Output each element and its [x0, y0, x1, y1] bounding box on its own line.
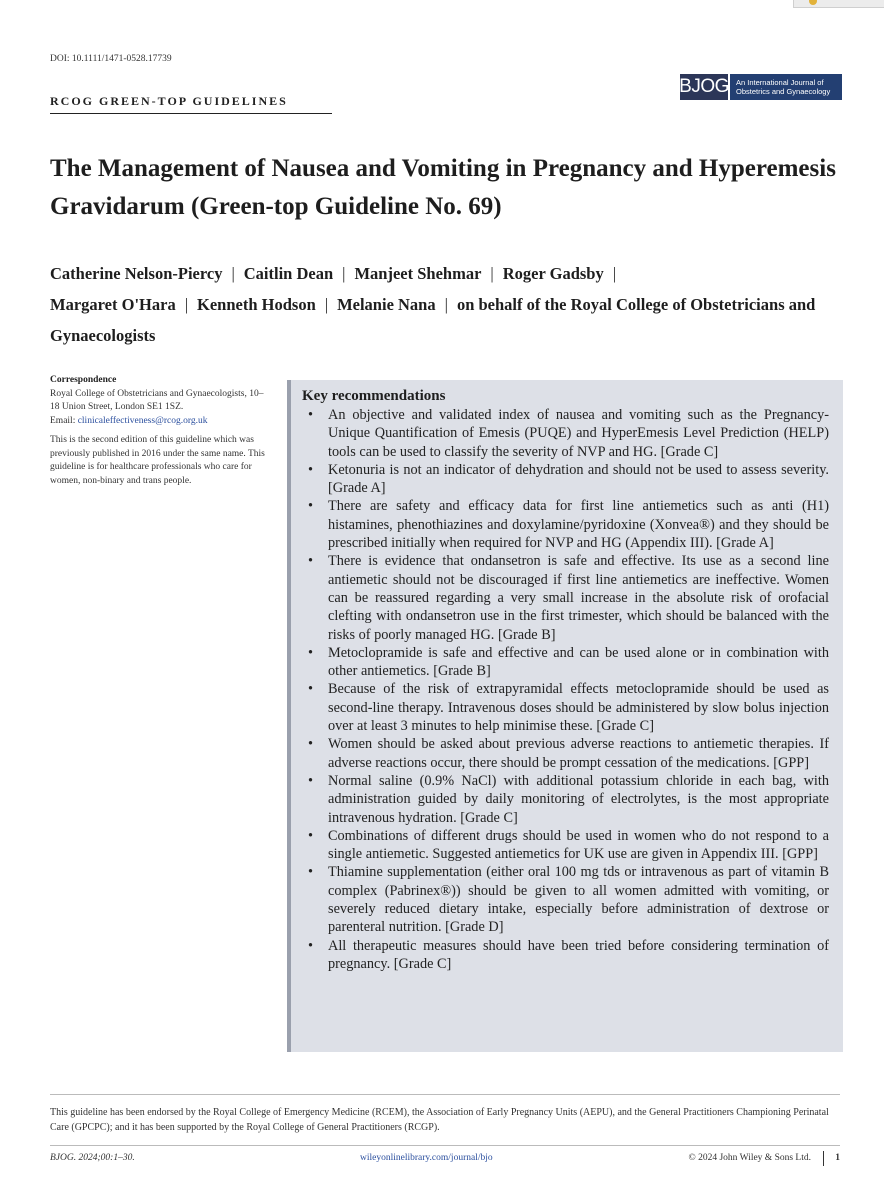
page-footer	[50, 1153, 840, 1169]
footnote-divider	[50, 1094, 840, 1095]
author-name[interactable]: Caitlin Dean	[243, 264, 334, 283]
recommendation-item	[302, 552, 829, 643]
author-name[interactable]: Roger Gadsby	[502, 264, 604, 283]
footer-journal-link[interactable]: wileyonlinelibrary.com/journal/bjo	[360, 1153, 493, 1163]
recommendation-item	[302, 863, 829, 936]
correspondence-address: Royal College of Obstetricians and Gynaecologists, 10–18 Union Street, London SE1 1SZ.	[50, 388, 264, 412]
recommendation-text: Ketonuria is not an indicator of dehydration and should not be used to assess severity. [Grade A]	[328, 461, 829, 497]
recommendation-text: Normal saline (0.9% NaCl) with additional potassium chloride in each bag, with administration guided by daily monitoring of electrolytes, is the most appropriate intravenous hydration. [Grade C]	[328, 772, 829, 826]
author-separator: |	[231, 264, 235, 283]
recommendation-text: There is evidence that ondansetron is safe and effective. Its use as a second line antiemetic should not be discouraged if first line antiemetics are ineffective. Women can be reassured regarding a very small increase in the absolute risk of orofacial clefting with ondansetron use in the first trimester, which should be balanced with the risks of poorly managed HG. [Grade B]	[328, 553, 829, 643]
journal-logo[interactable]	[680, 74, 842, 100]
author-name[interactable]: Melanie Nana	[337, 295, 436, 314]
correspondence-email	[50, 415, 265, 429]
recommendation-item	[302, 644, 829, 681]
author-separator: |	[324, 295, 329, 314]
correspondence-heading: Correspondence	[50, 375, 117, 385]
author-name[interactable]: Margaret O'Hara	[50, 295, 176, 314]
logo-text	[730, 74, 842, 100]
recommendation-text: Thiamine supplementation (either oral 100 mg tds or intravenous as part of vitamin B complex (Pabrinex®)) should be given to all women admitted with vomiting, or severely reduced dietary intake, especially before administration of dextrose or parenteral nutrition. [Grade D]	[328, 864, 829, 936]
footer-divider	[50, 1145, 840, 1146]
recommendation-item	[302, 461, 829, 498]
endorsement-footnote: This guideline has been endorsed by the Royal College of Emergency Medicine (RCEM), the Association of Early Pregnancy Units (AEPU), and the General Practitioners Championing Perinatal Care (GPCPC); and it has been supported by the Royal College of General Practitioners (RCGP).	[50, 1107, 829, 1133]
bullet-icon: •	[308, 407, 314, 423]
footer-page-divider	[823, 1151, 824, 1166]
recommendation-text: There are safety and efficacy data for first line antiemetics such as anti (H1) histamines, phenothiazines and doxylamine/pyridoxine (Xonvea®) and they should be prescribed initially when required for NVP and HG (Appendix III). [Grade A]	[328, 498, 829, 552]
email-link[interactable]: clinicaleffectiveness@rcog.org.uk	[77, 415, 208, 426]
page-number: 1	[835, 1153, 840, 1163]
recommendation-text: Combinations of different drugs should be used in women who do not respond to a single antiemetic. Suggested antiemetics for UK use are given in Appendix III. [GPP]	[328, 827, 829, 863]
key-recommendations-box	[287, 380, 843, 1052]
recommendation-item	[302, 680, 829, 735]
author-list	[50, 258, 840, 351]
corner-tab	[793, 0, 884, 8]
bullet-icon: •	[308, 736, 314, 753]
author-separator: |	[184, 295, 189, 314]
bullet-icon: •	[308, 772, 314, 789]
recommendation-item	[302, 497, 829, 552]
author-affiliation: on behalf of the Royal College of Obstetricians and Gynaecologists	[50, 295, 816, 345]
doi-label: DOI: 10.1111/1471-0528.17739	[50, 54, 172, 64]
recommendation-item	[302, 735, 829, 772]
email-label: Email:	[50, 415, 78, 426]
author-separator: |	[444, 295, 448, 314]
author-name[interactable]: Catherine Nelson-Piercy	[50, 264, 223, 283]
recommendation-item	[302, 937, 829, 974]
author-separator: |	[342, 264, 346, 283]
recommendation-text: Women should be asked about previous adverse reactions to antiemetic therapies. If adverse reactions occur, there should be prompt cessation of the medications. [GPP]	[328, 736, 829, 771]
series-underline	[50, 113, 332, 114]
bullet-icon: •	[308, 498, 314, 515]
author-separator: |	[612, 264, 617, 283]
recommendation-item	[302, 772, 829, 827]
recommendation-list	[302, 406, 829, 973]
logo-text-line2: Obstetrics and Gynaecology	[736, 87, 831, 96]
paper-title: The Management of Nausea and Vomiting in Pregnancy and Hyperemesis Gravidarum (Green-top Guideline No. 69)	[50, 155, 836, 220]
logo-text-line1: An International Journal of	[736, 78, 824, 87]
recommendation-item	[302, 827, 829, 864]
recommendation-text: All therapeutic measures should have been tried before considering termination of pregnancy. [Grade C]	[328, 937, 829, 972]
bullet-icon: •	[308, 681, 314, 698]
series-label: RCOG GREEN-TOP GUIDELINES	[50, 94, 288, 108]
recommendation-text: Because of the risk of extrapyramidal effects metoclopramide should be used as second-line therapy. Intravenous doses should be administered by slow bolus injection over at least 3 minutes to help minimise these. [Grade C]	[328, 681, 829, 735]
bullet-icon: •	[308, 644, 314, 661]
bullet-icon: •	[308, 937, 314, 954]
recommendation-text: An objective and validated index of nausea and vomiting such as the Pregnancy-Unique Quantification of Emesis (PUQE) and HyperEmesis Level Prediction (HELP) tools can be used to classify the severity of NVP and HG. [Grade C]	[328, 407, 829, 460]
author-name[interactable]: Manjeet Shehmar	[354, 264, 482, 283]
recommendation-text: Metoclopramide is safe and effective and can be used alone or in combination with other antiemetics. [Grade B]	[328, 644, 829, 680]
key-recommendations-heading: Key recommendations	[302, 388, 446, 404]
indicator-dot-icon	[809, 0, 817, 5]
logo-mark: BJOG	[680, 74, 728, 100]
author-name[interactable]: Kenneth Hodson	[197, 295, 316, 314]
bullet-icon: •	[308, 864, 314, 881]
footer-copyright: © 2024 John Wiley & Sons Ltd.	[688, 1153, 811, 1163]
bullet-icon: •	[308, 553, 314, 570]
author-separator: |	[490, 264, 494, 283]
footer-citation: BJOG. 2024;00:1–30.	[50, 1153, 135, 1163]
edition-note: This is the second edition of this guideline which was previously published in 2016 under the same name. This guideline is for healthcare professionals who care for women, non-binary and trans people.	[50, 435, 265, 486]
recommendation-item	[302, 406, 829, 461]
bullet-icon: •	[308, 827, 314, 844]
correspondence-sidebar	[50, 374, 265, 488]
bullet-icon: •	[308, 461, 314, 478]
